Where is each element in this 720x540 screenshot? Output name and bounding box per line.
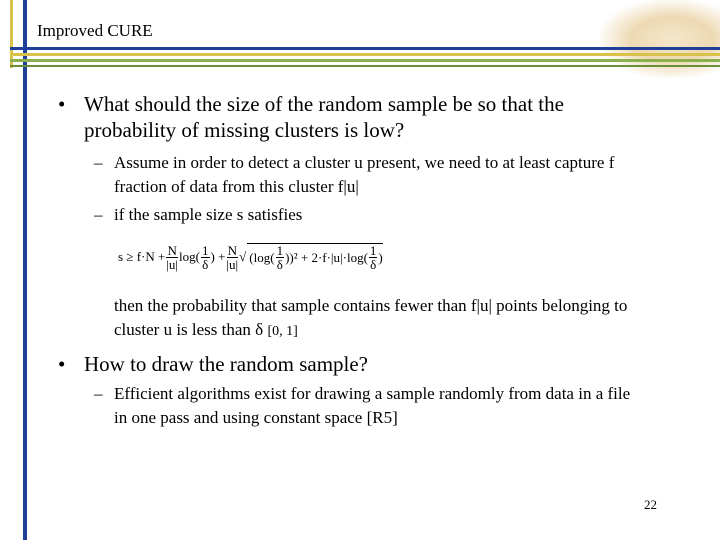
- formula-fraction: [226, 244, 238, 271]
- page-number: 22: [644, 497, 657, 512]
- formula-operator: ) +: [210, 249, 226, 264]
- header-rule-blue: [10, 47, 720, 50]
- formula-denominator: δ: [276, 257, 283, 272]
- sub-bullet-symbol: –: [94, 205, 103, 224]
- bullet-symbol: •: [58, 352, 66, 376]
- bullet-text: What should the size of the random sample be so that the probability of missing clusters is low?: [84, 92, 564, 142]
- formula-denominator: |u|: [166, 256, 179, 272]
- formula-numerator: N: [167, 242, 177, 258]
- formula-sqrt-body: [247, 243, 382, 271]
- sub-bullet-symbol: –: [94, 153, 103, 172]
- sub-bullet-text: Efficient algorithms exist for drawing a sample randomly from data in a file in one pass and using constant space [R5]: [114, 384, 631, 427]
- formula-fraction: [201, 244, 210, 271]
- sub-bullet-symbol: –: [94, 384, 103, 403]
- sub-bullet-text: if the sample size s satisfies: [114, 205, 303, 224]
- header-rule-green: [10, 59, 720, 62]
- formula-numerator: 1: [276, 243, 284, 258]
- header-rule-gold: [10, 53, 720, 56]
- formula-denominator: δ: [202, 256, 209, 272]
- formula-log: log(: [179, 249, 200, 264]
- formula-denominator: δ: [370, 257, 377, 272]
- formula-denominator: |u|: [226, 256, 239, 272]
- continuation-bracket: [0, 1]: [267, 324, 298, 339]
- continuation-text: then the probability that sample contains fewer than f|u| points belonging to cluster u is less than δ: [114, 296, 628, 339]
- formula-fraction: [369, 244, 378, 271]
- sqrt-symbol: √: [239, 249, 247, 264]
- bullet-text: How to draw the random sample?: [84, 352, 369, 376]
- sub-bullet-text: Assume in order to detect a cluster u present, we need to at least capture f fraction of data from this cluster f|u|: [114, 153, 615, 196]
- sub-bullet-continuation: [114, 294, 634, 344]
- formula-lhs: s ≥ f·N +: [118, 249, 166, 264]
- slide-title: Improved CURE: [37, 21, 153, 40]
- left-blue-rule: [23, 0, 27, 540]
- left-gold-rule: [10, 0, 13, 68]
- formula-term: ))² + 2·f·|u|·log(: [285, 249, 368, 265]
- bullet-symbol: •: [58, 92, 66, 116]
- formula-numerator: 1: [202, 242, 209, 258]
- sample-size-formula: [118, 243, 383, 271]
- header-rule-dark-green: [10, 65, 720, 67]
- formula-numerator: 1: [369, 243, 377, 258]
- formula-log: (log(: [249, 249, 275, 265]
- formula-numerator: N: [227, 242, 237, 258]
- formula-term: ): [378, 249, 383, 265]
- formula-fraction: [276, 244, 285, 271]
- formula-fraction: [166, 244, 178, 271]
